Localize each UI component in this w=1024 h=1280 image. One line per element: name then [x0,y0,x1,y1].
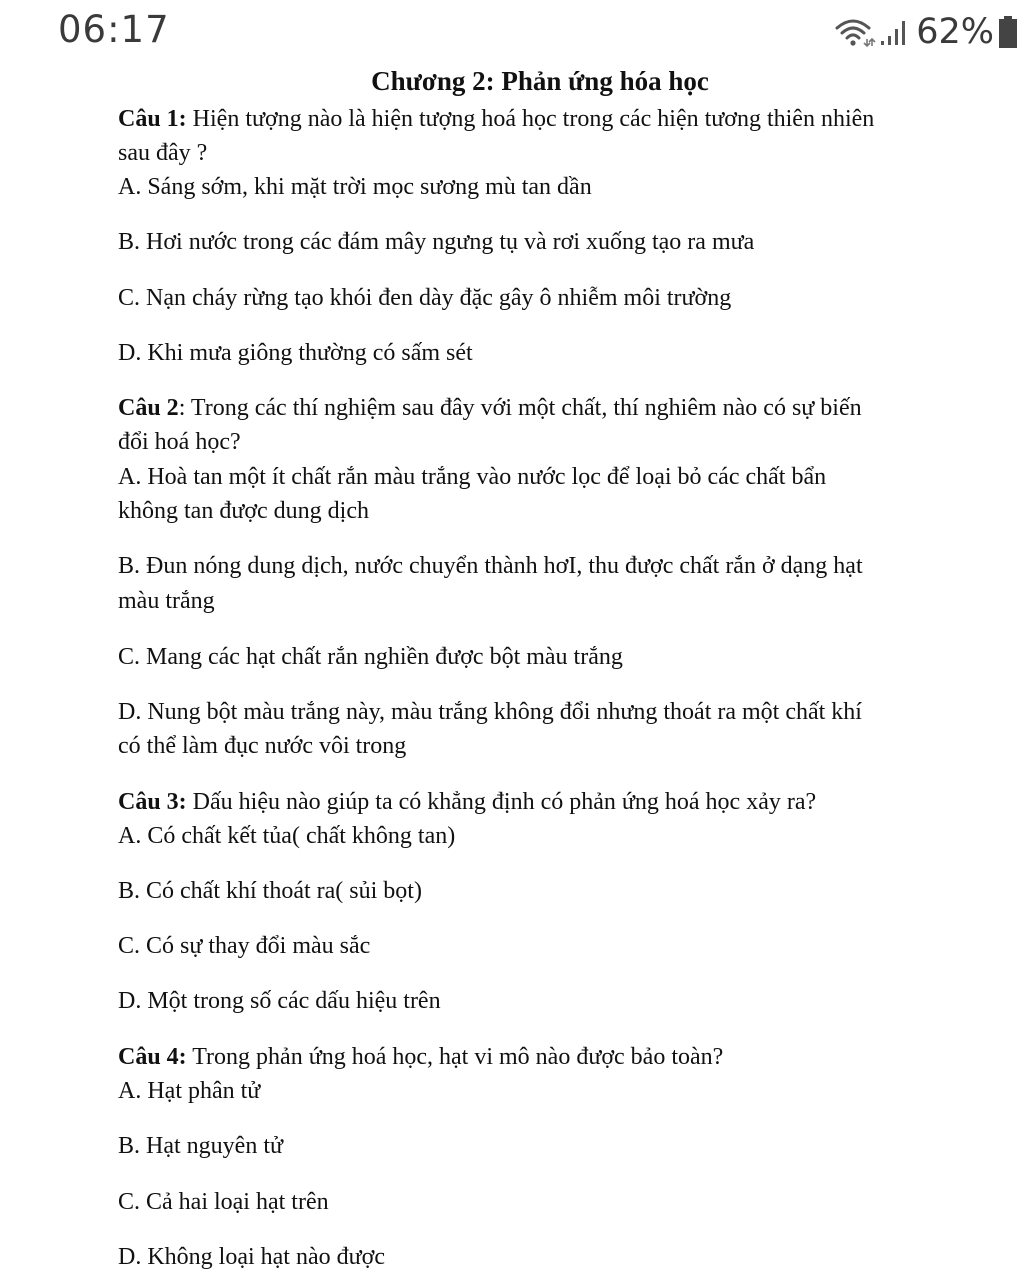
question-2-option-b-cont: màu trắng [118,588,215,614]
question-1-option-b: B. Hơi nước trong các đám mây ngưng tụ và rơi xuống tạo ra mưa [118,229,755,255]
question-1-line-2: sau đây ? [118,140,208,166]
question-2-option-d: D. Nung bột màu trắng này, màu trắng không đổi nhưng thoát ra một chất khí [118,699,862,725]
page-title: Chương 2: Phản ứng hóa học [371,66,709,96]
question-1-option-d: D. Khi mưa giông thường có sấm sét [118,340,473,366]
question-3-option-c: C. Có sự thay đổi màu sắc [118,933,371,959]
question-4-text: Trong phản ứng hoá học, hạt vi mô nào được bảo toàn? [186,1044,724,1070]
question-1-text: Hiện tượng nào là hiện tượng hoá học trong các hiện tương thiên nhiên [186,106,875,132]
question-2-option-a: A. Hoà tan một ít chất rắn màu trắng vào nước lọc để loại bỏ các chất bẩn [118,464,827,490]
question-3-text: Dấu hiệu nào giúp ta có khẳng định có phản ứng hoá học xảy ra? [186,789,817,815]
question-3-option-d: D. Một trong số các dấu hiệu trên [118,988,441,1014]
question-4-option-c: C. Cả hai loại hạt trên [118,1189,329,1215]
question-2-label: Câu 2 [118,395,179,421]
question-4-option-b: B. Hạt nguyên tử [118,1133,283,1159]
question-2-option-d-cont: có thể làm đục nước vôi trong [118,733,407,759]
question-4-label: Câu 4: [118,1044,187,1070]
question-2-option-b: B. Đun nóng dung dịch, nước chuyển thành hơI, thu được chất rắn ở dạng hạt [118,553,863,579]
question-1-option-a: A. Sáng sớm, khi mặt trời mọc sương mù tan dần [118,174,592,200]
question-1-label: Câu 1: [118,106,187,132]
question-3-option-b: B. Có chất khí thoát ra( sủi bọt) [118,878,422,904]
question-4-line-1 [118,1042,723,1072]
question-2-option-c: C. Mang các hạt chất rắn nghiền được bột màu trắng [118,644,623,670]
question-2-text: : Trong các thí nghiệm sau đây với một chất, thí nghiêm nào có sự biến [178,395,862,421]
question-2-line-1 [118,393,862,423]
question-3-option-a: A. Có chất kết tủa( chất không tan) [118,823,456,849]
question-3-label: Câu 3: [118,789,187,815]
question-1-option-c: C. Nạn cháy rừng tạo khói đen dày đặc gây ô nhiễm môi trường [118,285,732,311]
question-2-line-2: đổi hoá học? [118,429,241,455]
question-1-line-1 [118,104,874,134]
question-4-option-a: A. Hạt phân tử [118,1078,261,1104]
question-3-line-1 [118,787,816,817]
battery-percent: 62% [916,12,994,52]
status-time: 06:17 [58,8,170,51]
question-2-option-a-cont: không tan được dung dịch [118,498,369,524]
question-4-option-d: D. Không loại hạt nào được [118,1244,385,1270]
